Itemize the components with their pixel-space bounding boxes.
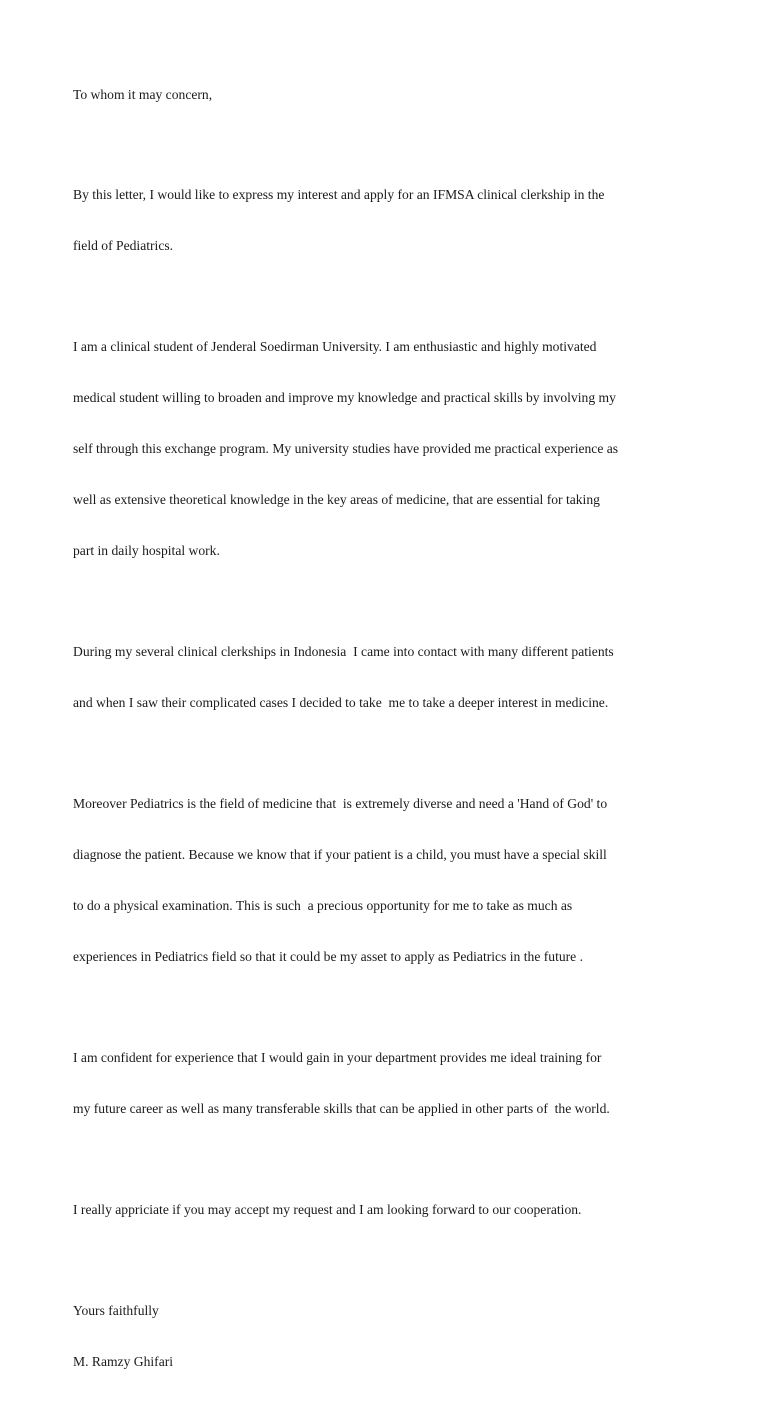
paragraph-pediatrics (73, 761, 713, 999)
paragraph-background (73, 304, 713, 593)
text-line: I really appriciate if you may accept my request and I am looking forward to our cooperation. (73, 1202, 582, 1217)
paragraph-experience (73, 609, 713, 745)
paragraph-request (73, 1167, 713, 1252)
salutation: To whom it may concern, (73, 87, 213, 102)
text-line: medical student willing to broaden and improve my knowledge and practical skills by involving my (73, 390, 616, 405)
letter-body (73, 86, 713, 1404)
text-line: experiences in Pediatrics field so that it could be my asset to apply as Pediatrics in the future . (73, 949, 584, 964)
text-line: I am confident for experience that I would gain in your department provides me ideal training for (73, 1050, 602, 1065)
text-line: part in daily hospital work. (73, 543, 220, 558)
text-line: my future career as well as many transferable skills that can be applied in other parts of the world. (73, 1101, 610, 1116)
text-line: well as extensive theoretical knowledge in the key areas of medicine, that are essential for taking (73, 492, 600, 507)
signature-name: M. Ramzy Ghifari (73, 1354, 174, 1369)
text-line: and when I saw their complicated cases I decided to take me to take a deeper interest in medicine. (73, 695, 609, 710)
paragraph-confidence (73, 1015, 713, 1151)
text-line: to do a physical examination. This is such a precious opportunity for me to take as much as (73, 898, 573, 913)
text-line: I am a clinical student of Jenderal Soedirman University. I am enthusiastic and highly motivated (73, 339, 597, 354)
text-line: field of Pediatrics. (73, 238, 174, 253)
paragraph-intro (73, 152, 713, 288)
text-line: During my several clinical clerkships in Indonesia I came into contact with many different patients (73, 644, 614, 659)
text-line: Moreover Pediatrics is the field of medicine that is extremely diverse and need a 'Hand of God' to (73, 796, 608, 811)
text-line: By this letter, I would like to express my interest and apply for an IFMSA clinical clerkship in the (73, 187, 605, 202)
closing-line: Yours faithfully (73, 1303, 159, 1318)
closing (73, 1268, 713, 1404)
text-line: diagnose the patient. Because we know that if your patient is a child, you must have a special skill (73, 847, 607, 862)
text-line: self through this exchange program. My university studies have provided me practical experience as (73, 441, 619, 456)
